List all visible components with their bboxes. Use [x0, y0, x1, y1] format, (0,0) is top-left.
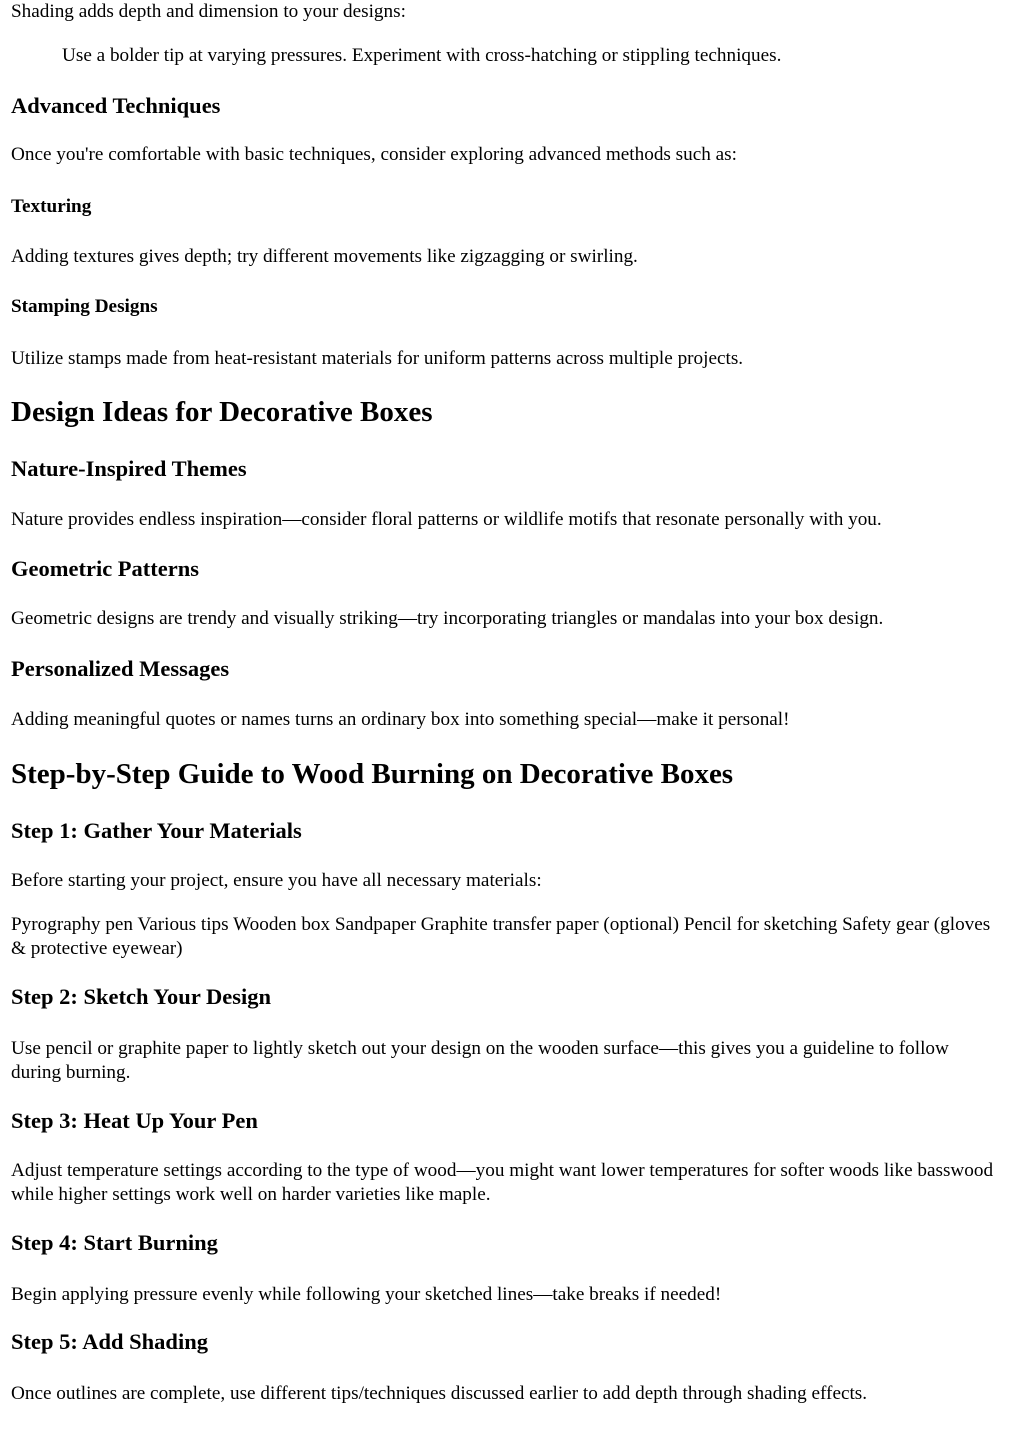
step1-text: Before starting your project, ensure you have all necessary materials: — [11, 870, 542, 891]
step4-heading: Step 4: Start Burning — [11, 1230, 218, 1255]
stamping-designs-heading: Stamping Designs — [11, 296, 158, 317]
step2-text: Use pencil or graphite paper to lightly sketch out your design on the wooden surface—this gives you a guideline to follow during burning. — [11, 1038, 949, 1083]
advanced-techniques-heading: Advanced Techniques — [11, 93, 221, 118]
design-ideas-heading: Design Ideas for Decorative Boxes — [11, 396, 433, 428]
texturing-heading: Texturing — [11, 196, 92, 217]
intro-text: Shading adds depth and dimension to your designs: — [11, 1, 406, 22]
geometric-patterns-text: Geometric designs are trendy and visually striking—try incorporating triangles or mandalas into your box design. — [11, 608, 884, 629]
step-by-step-guide-heading: Step-by-Step Guide to Wood Burning on Decorative Boxes — [11, 758, 734, 790]
personalized-messages-heading: Personalized Messages — [11, 656, 230, 681]
step5-heading: Step 5: Add Shading — [11, 1329, 208, 1354]
step1-heading: Step 1: Gather Your Materials — [11, 818, 302, 843]
step3-heading: Step 3: Heat Up Your Pen — [11, 1108, 258, 1133]
personalized-messages-text: Adding meaningful quotes or names turns an ordinary box into something special—make it personal! — [11, 709, 790, 730]
step3-text: Adjust temperature settings according to the type of wood—you might want lower temperatures for softer woods like basswood while higher settings work well on harder varieties like maple. — [11, 1160, 994, 1205]
stamping-designs-text: Utilize stamps made from heat-resistant materials for uniform patterns across multiple projects. — [11, 348, 744, 369]
step5-text: Once outlines are complete, use different tips/techniques discussed earlier to add depth through shading effects. — [11, 1383, 868, 1404]
step4-text: Begin applying pressure evenly while following your sketched lines—take breaks if needed! — [11, 1284, 722, 1305]
nature-themes-text: Nature provides endless inspiration—consider floral patterns or wildlife motifs that resonate personally with you. — [11, 509, 882, 530]
shading-tip-quote: Use a bolder tip at varying pressures. Experiment with cross-hatching or stippling techniques. — [62, 45, 782, 66]
materials-list: Pyrography pen Various tips Wooden box Sandpaper Graphite transfer paper (optional) Pencil for sketching Safety gear (gloves & protective eyewear) — [11, 914, 991, 959]
step2-heading: Step 2: Sketch Your Design — [11, 984, 272, 1009]
geometric-patterns-heading: Geometric Patterns — [11, 556, 200, 581]
texturing-text: Adding textures gives depth; try different movements like zigzagging or swirling. — [11, 246, 638, 267]
nature-themes-heading: Nature-Inspired Themes — [11, 456, 247, 481]
advanced-techniques-text: Once you're comfortable with basic techniques, consider exploring advanced methods such as: — [11, 144, 737, 165]
